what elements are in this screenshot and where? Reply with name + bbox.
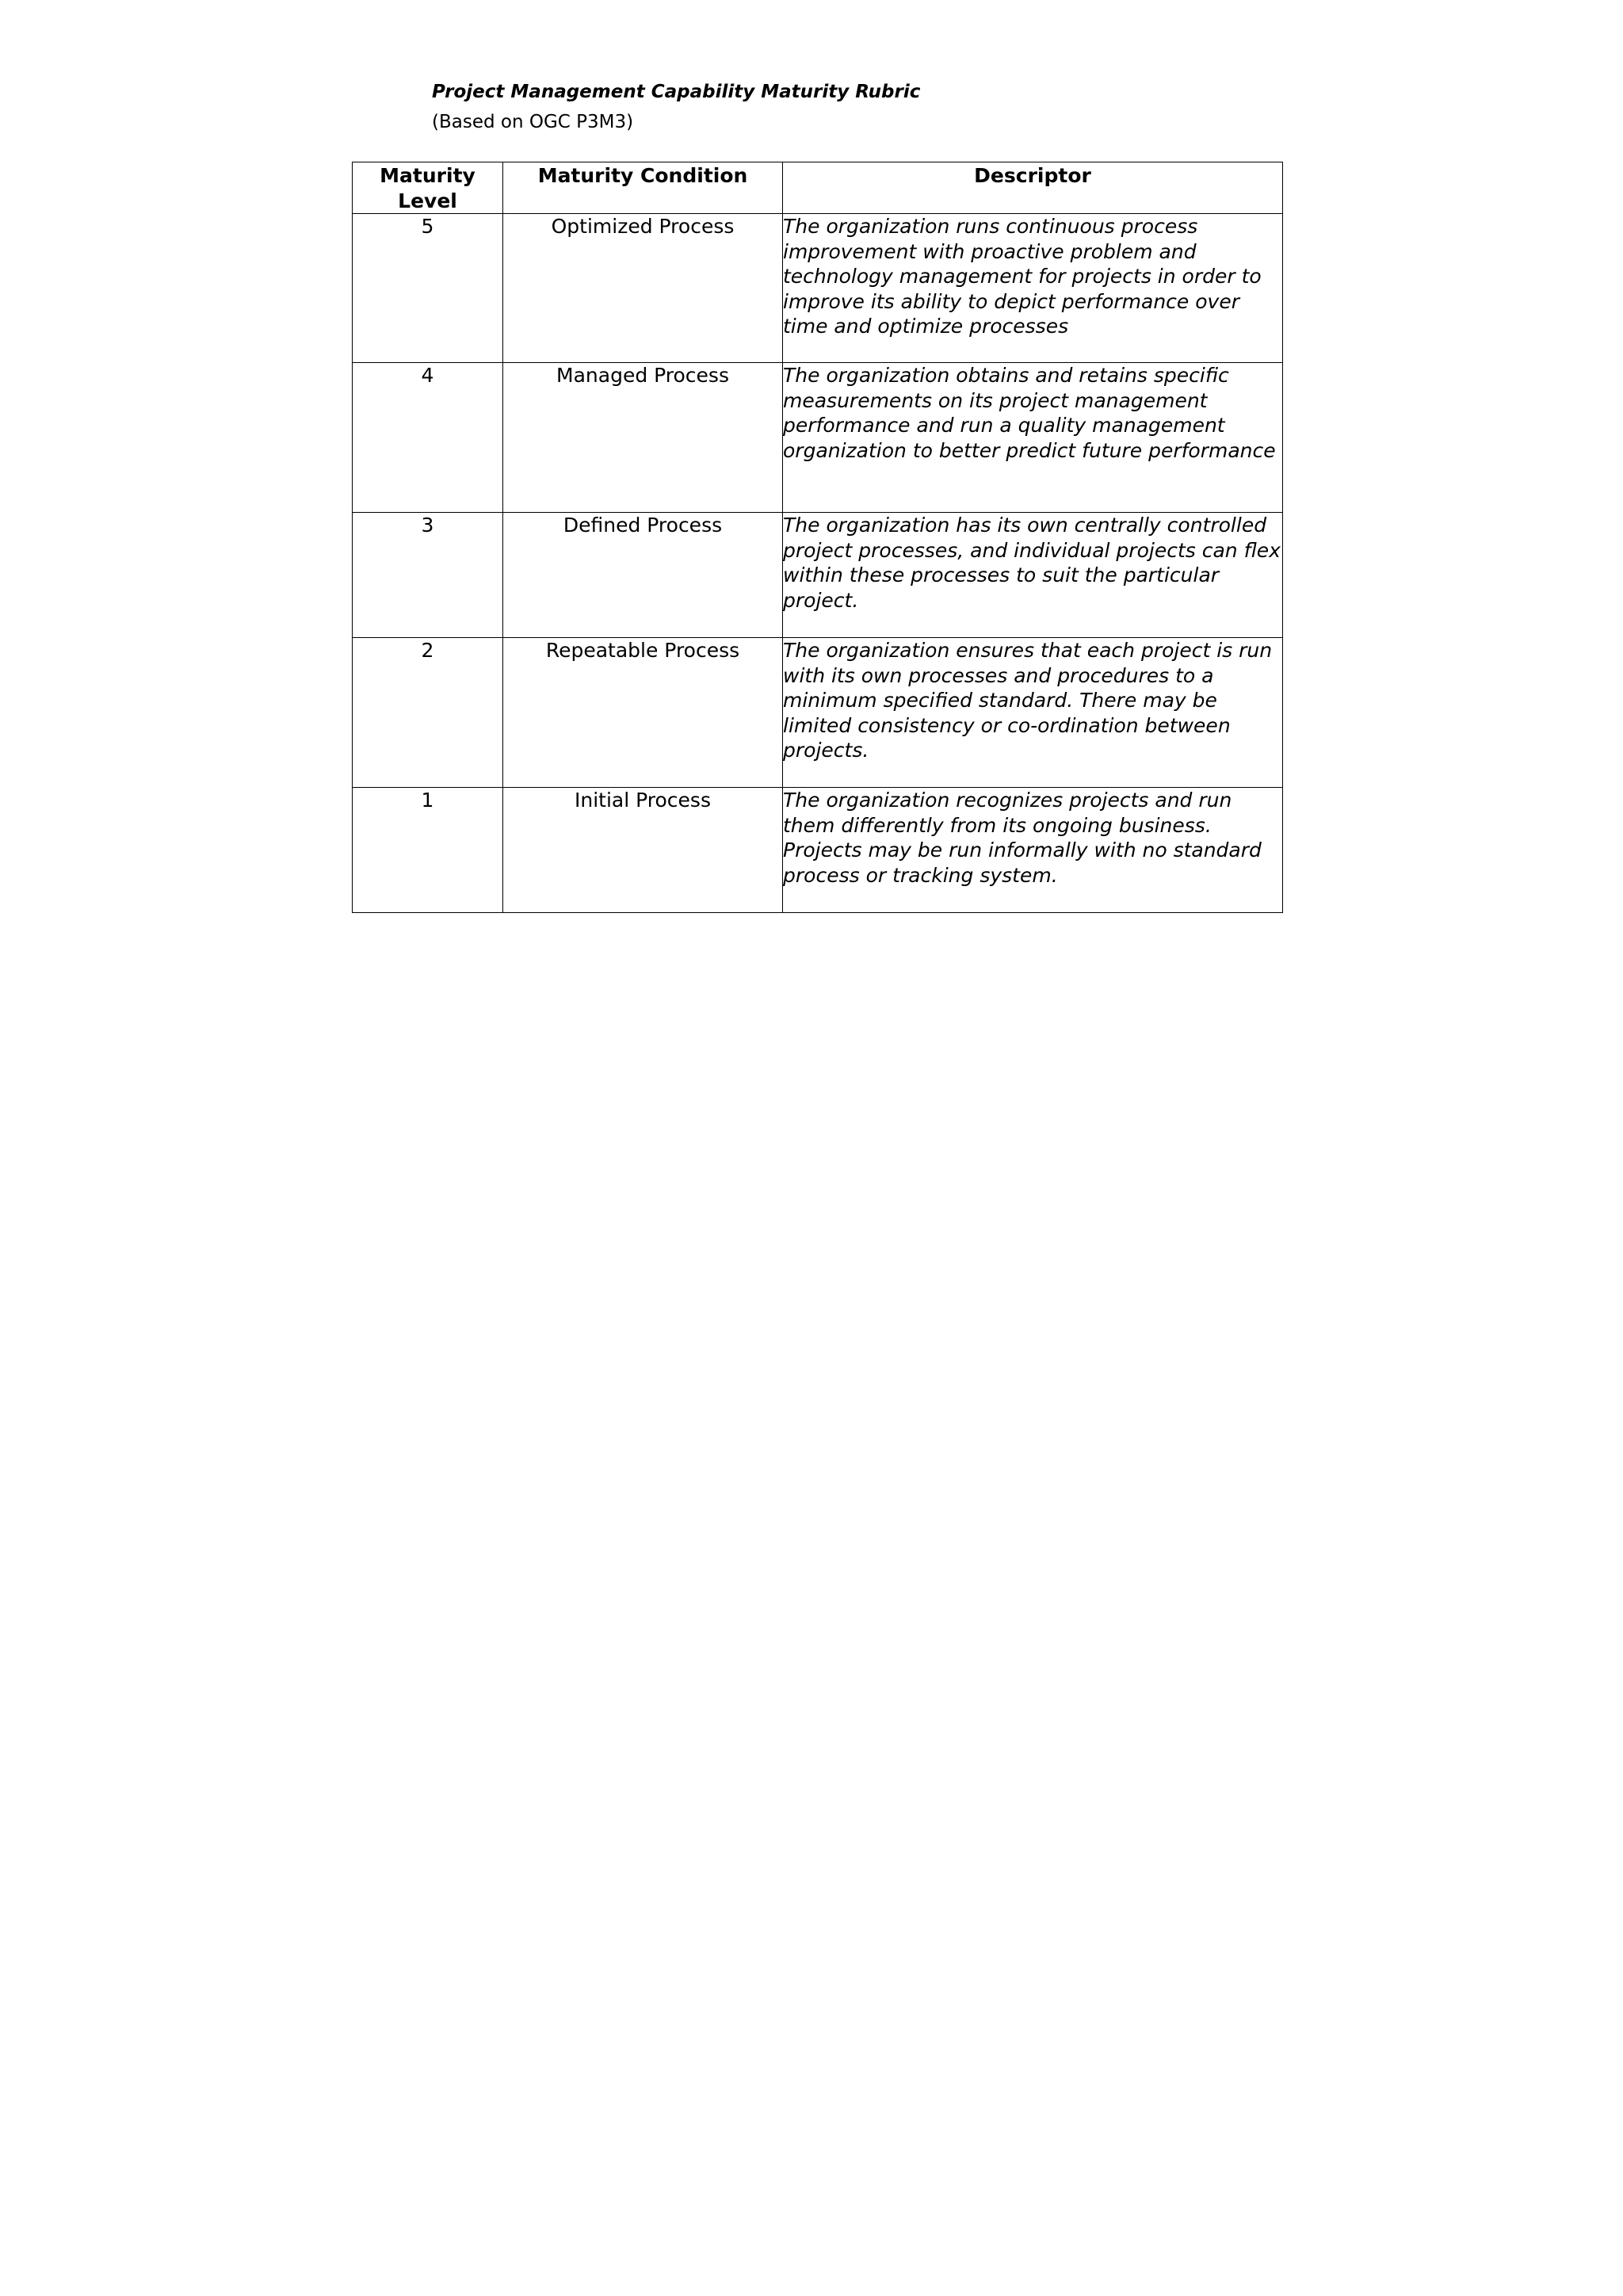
table-row	[353, 214, 1283, 363]
header-maturity-level-label: Maturity Level	[380, 164, 475, 212]
cell-maturity-condition: Initial Process	[503, 788, 783, 913]
cell-maturity-condition: Optimized Process	[503, 214, 783, 363]
cell-maturity-level: 5	[353, 214, 503, 363]
cell-maturity-level: 4	[353, 363, 503, 513]
cell-maturity-condition: Managed Process	[503, 363, 783, 513]
cell-descriptor: The organization runs continuous process improvement with proactive problem and technology management for projects in order to improve its ability to depict performance over time and optimize processes	[783, 214, 1283, 363]
table-header-row	[353, 162, 1283, 214]
cell-descriptor: The organization obtains and retains specific measurements on its project management performance and run a quality management organization to better predict future performance	[783, 363, 1283, 513]
table-row	[353, 788, 1283, 913]
cell-maturity-condition: Repeatable Process	[503, 638, 783, 788]
table-row	[353, 363, 1283, 513]
header-descriptor: Descriptor	[783, 162, 1283, 214]
cell-maturity-level: 2	[353, 638, 503, 788]
maturity-rubric-table	[352, 162, 1283, 913]
cell-descriptor: The organization recognizes projects and run them differently from its ongoing business. Projects may be run informally with no standard process or tracking system.	[783, 788, 1283, 913]
table-row	[353, 638, 1283, 788]
table-row	[353, 513, 1283, 638]
cell-maturity-condition: Defined Process	[503, 513, 783, 638]
cell-descriptor: The organization ensures that each project is run with its own processes and procedures to a minimum specified standard. There may be limited consistency or co-ordination between projects.	[783, 638, 1283, 788]
cell-maturity-level: 1	[353, 788, 503, 913]
document-subtitle: (Based on OGC P3M3)	[432, 112, 634, 132]
cell-descriptor: The organization has its own centrally controlled project processes, and individual projects can flex within these processes to suit the particular project.	[783, 513, 1283, 638]
header-maturity-level	[353, 162, 503, 214]
document-title: Project Management Capability Maturity Rubric	[432, 82, 921, 102]
cell-maturity-level: 3	[353, 513, 503, 638]
header-maturity-condition: Maturity Condition	[503, 162, 783, 214]
